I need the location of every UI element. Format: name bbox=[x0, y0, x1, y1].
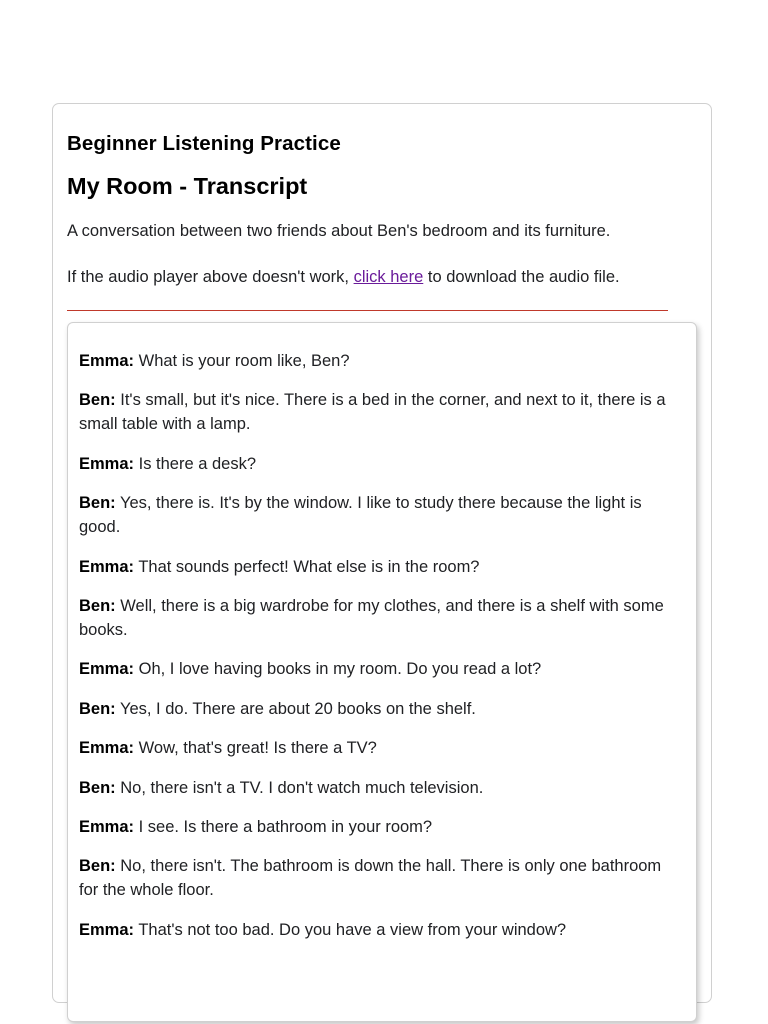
speaker-name: Emma: bbox=[79, 739, 135, 758]
lesson-card bbox=[52, 103, 712, 1003]
transcript-line bbox=[79, 388, 671, 436]
speaker-name: Ben: bbox=[79, 494, 116, 513]
audio-download-note bbox=[67, 268, 620, 287]
speaker-name: Emma: bbox=[79, 352, 135, 370]
spoken-text: I see. Is there a bathroom in your room? bbox=[134, 817, 433, 836]
lesson-level-heading: Beginner Listening Practice bbox=[67, 132, 341, 155]
transcript-box[interactable] bbox=[67, 322, 697, 1022]
speaker-name: Ben: bbox=[79, 391, 116, 410]
spoken-text: That sounds perfect! What else is in the room? bbox=[134, 557, 480, 576]
lesson-description: A conversation between two friends about Ben's bedroom and its furniture. bbox=[67, 222, 611, 240]
speaker-name: Ben: bbox=[79, 699, 116, 718]
spoken-text: That's not too bad. Do you have a view from your window? bbox=[134, 920, 567, 939]
page-title: My Room - Transcript bbox=[67, 173, 308, 199]
transcript-line bbox=[79, 854, 671, 902]
spoken-text: No, there isn't a TV. I don't watch much television. bbox=[115, 778, 484, 797]
speaker-name: Emma: bbox=[79, 660, 135, 679]
spoken-text: It's small, but it's nice. There is a bed in the corner, and next to it, there is a small table with a lamp. bbox=[79, 391, 666, 434]
transcript-line bbox=[79, 657, 671, 681]
spoken-text: What is your room like, Ben? bbox=[134, 352, 350, 370]
spoken-text: Oh, I love having books in my room. Do you read a lot? bbox=[134, 660, 542, 679]
spoken-text: No, there isn't. The bathroom is down the hall. There is only one bathroom for the whole floor. bbox=[79, 857, 662, 900]
audio-note-suffix: to download the audio file. bbox=[423, 268, 620, 286]
transcript-line bbox=[79, 349, 671, 373]
transcript-line bbox=[79, 697, 671, 721]
speaker-name: Ben: bbox=[79, 596, 116, 615]
spoken-text: Yes, I do. There are about 20 books on the shelf. bbox=[115, 699, 476, 718]
spoken-text: Well, there is a big wardrobe for my clothes, and there is a shelf with some books. bbox=[79, 596, 664, 639]
transcript-line bbox=[79, 736, 671, 760]
spoken-text: Is there a desk? bbox=[134, 454, 257, 473]
speaker-name: Emma: bbox=[79, 557, 135, 576]
speaker-name: Ben: bbox=[79, 778, 116, 797]
speaker-name: Emma: bbox=[79, 454, 135, 473]
speaker-name: Emma: bbox=[79, 817, 135, 836]
section-divider bbox=[67, 310, 668, 311]
audio-note-prefix: If the audio player above doesn't work, bbox=[67, 268, 354, 286]
transcript-line bbox=[79, 555, 671, 579]
speaker-name: Ben: bbox=[79, 857, 116, 876]
spoken-text: Wow, that's great! Is there a TV? bbox=[134, 739, 377, 758]
transcript-line bbox=[79, 491, 671, 539]
transcript-line bbox=[79, 452, 671, 476]
audio-download-link[interactable]: click here bbox=[353, 268, 424, 286]
transcript-line bbox=[79, 815, 671, 839]
transcript-line bbox=[79, 776, 671, 800]
spoken-text: Yes, there is. It's by the window. I like to study there because the light is good. bbox=[79, 494, 642, 537]
speaker-name: Emma: bbox=[79, 920, 135, 939]
transcript-line bbox=[79, 594, 671, 642]
transcript-list bbox=[79, 349, 671, 957]
transcript-line bbox=[79, 918, 671, 942]
